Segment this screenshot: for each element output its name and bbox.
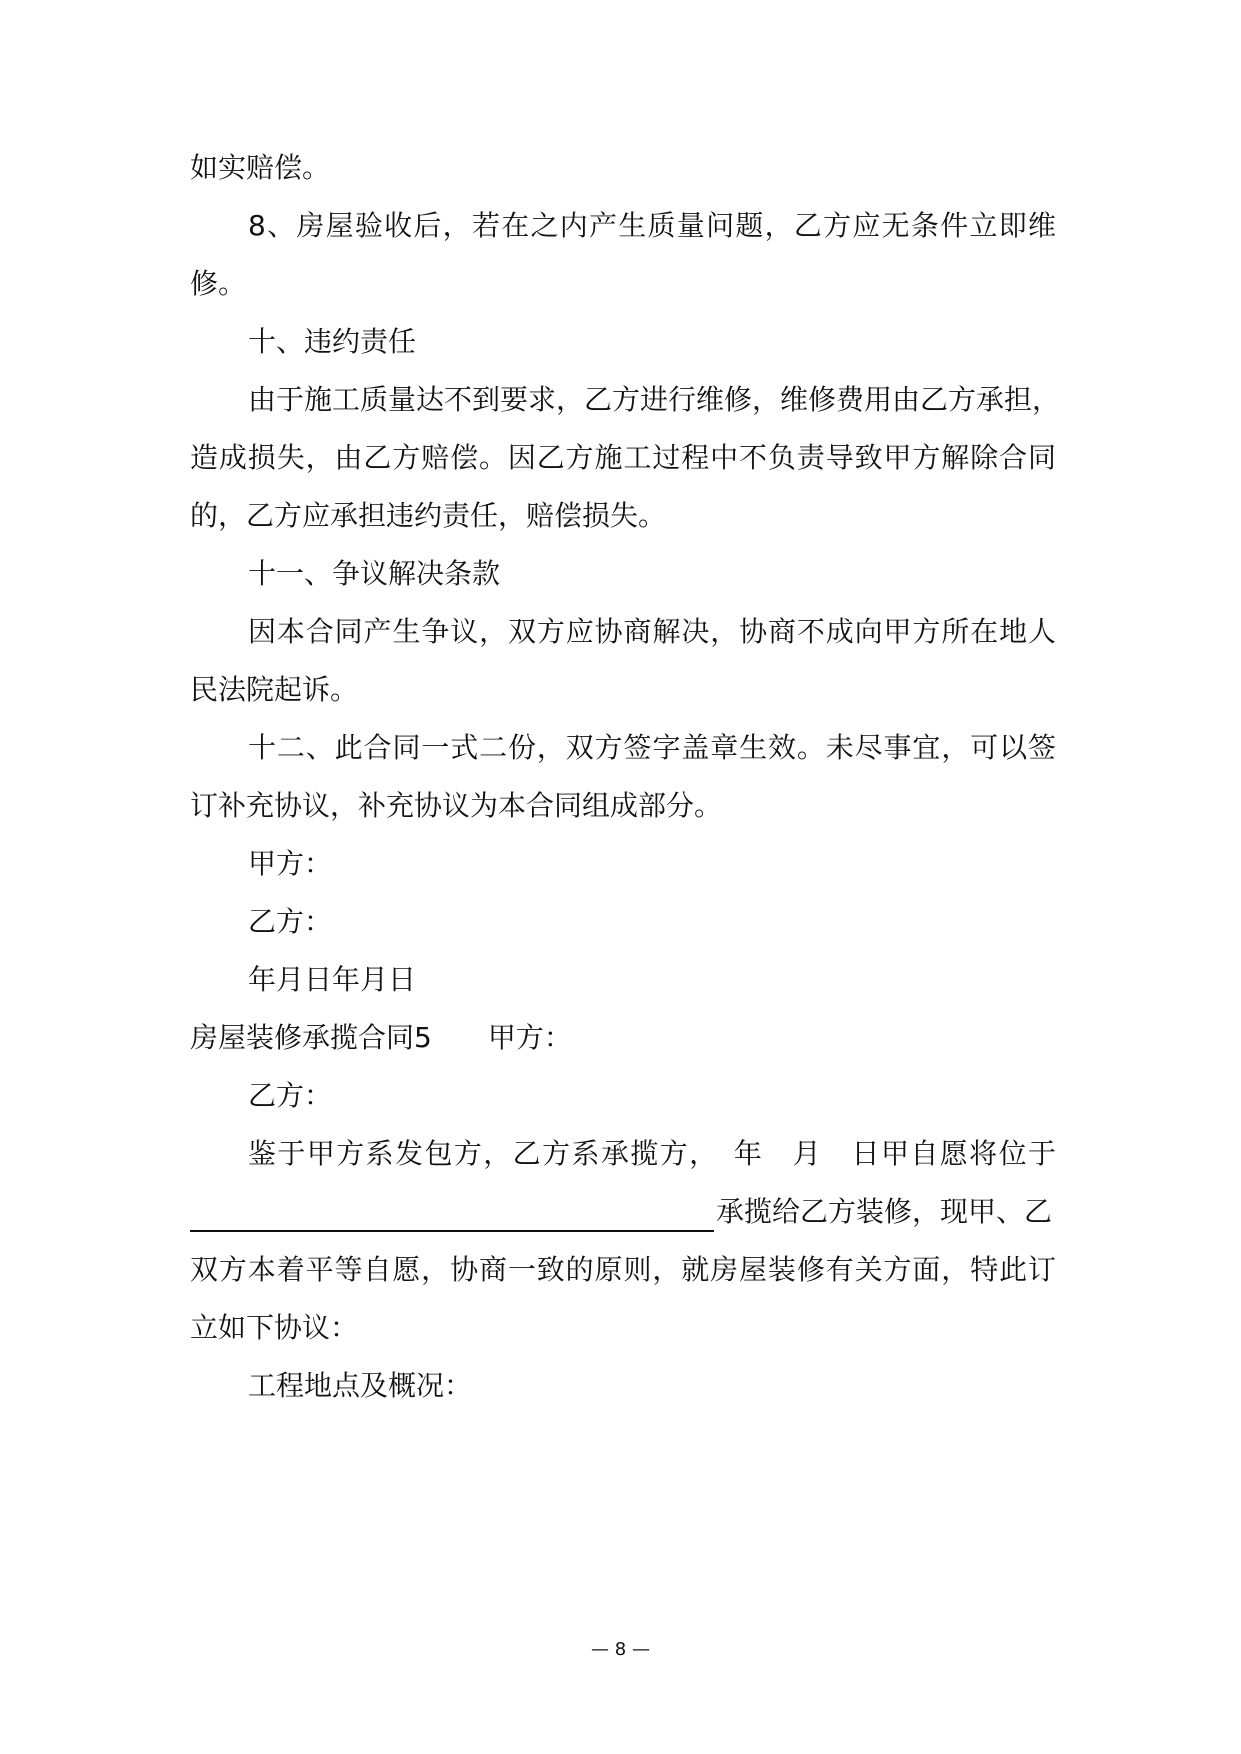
breach-paragraph-line-3: 的，乙方应承担违约责任，赔偿损失。 xyxy=(190,499,667,532)
dispute-paragraph-line-1: 因本合同产生争议，双方应协商解决，协商不成向甲方所在地人 xyxy=(248,615,1056,648)
dispute-paragraph-line-2: 民法院起诉。 xyxy=(190,673,359,706)
location-blank-underline xyxy=(190,1200,714,1232)
contract-5-party-b-label: 乙方： xyxy=(248,1079,333,1112)
recital-line-2-text: 承揽给乙方装修，现甲、乙 xyxy=(716,1195,1053,1228)
copies-paragraph-line-2: 订补充协议，补充协议为本合同组成部分。 xyxy=(190,789,723,822)
signature-date-line: 年月日年月日 xyxy=(248,963,417,996)
recital-line-2 xyxy=(190,1192,1052,1232)
recital-line-1: 鉴于甲方系发包方，乙方系承揽方， 年 月 日甲自愿将位于 xyxy=(248,1137,1056,1170)
section-heading-breach: 十、违约责任 xyxy=(248,325,417,358)
recital-line-4: 立如下协议： xyxy=(190,1311,359,1344)
page-number: — 8 — xyxy=(591,1639,650,1660)
clause-8-line-1: 8、房屋验收后，若在之内产生质量问题，乙方应无条件立即维 xyxy=(248,209,1056,242)
breach-paragraph-line-2: 造成损失，由乙方赔偿。因乙方施工过程中不负责导致甲方解除合同 xyxy=(190,441,1056,474)
breach-paragraph-line-1: 由于施工质量达不到要求，乙方进行维修，维修费用由乙方承担， xyxy=(248,383,1061,416)
recital-line-3: 双方本着平等自愿，协商一致的原则，就房屋装修有关方面，特此订 xyxy=(190,1253,1056,1286)
contract-5-title-line xyxy=(190,1018,572,1058)
section-heading-dispute: 十一、争议解决条款 xyxy=(248,557,501,590)
clause-8-line-2: 修。 xyxy=(190,267,247,300)
paragraph-line: 如实赔偿。 xyxy=(190,151,331,184)
party-b-signature-label: 乙方： xyxy=(248,905,333,938)
contract-5-title: 房屋装修承揽合同5 xyxy=(190,1021,432,1054)
contract-5-party-a-label: 甲方： xyxy=(487,1021,572,1054)
section-heading-location: 工程地点及概况： xyxy=(248,1369,473,1402)
party-a-signature-label: 甲方： xyxy=(248,847,333,880)
copies-paragraph-line-1: 十二、此合同一式二份，双方签字盖章生效。未尽事宜，可以签 xyxy=(248,731,1056,764)
